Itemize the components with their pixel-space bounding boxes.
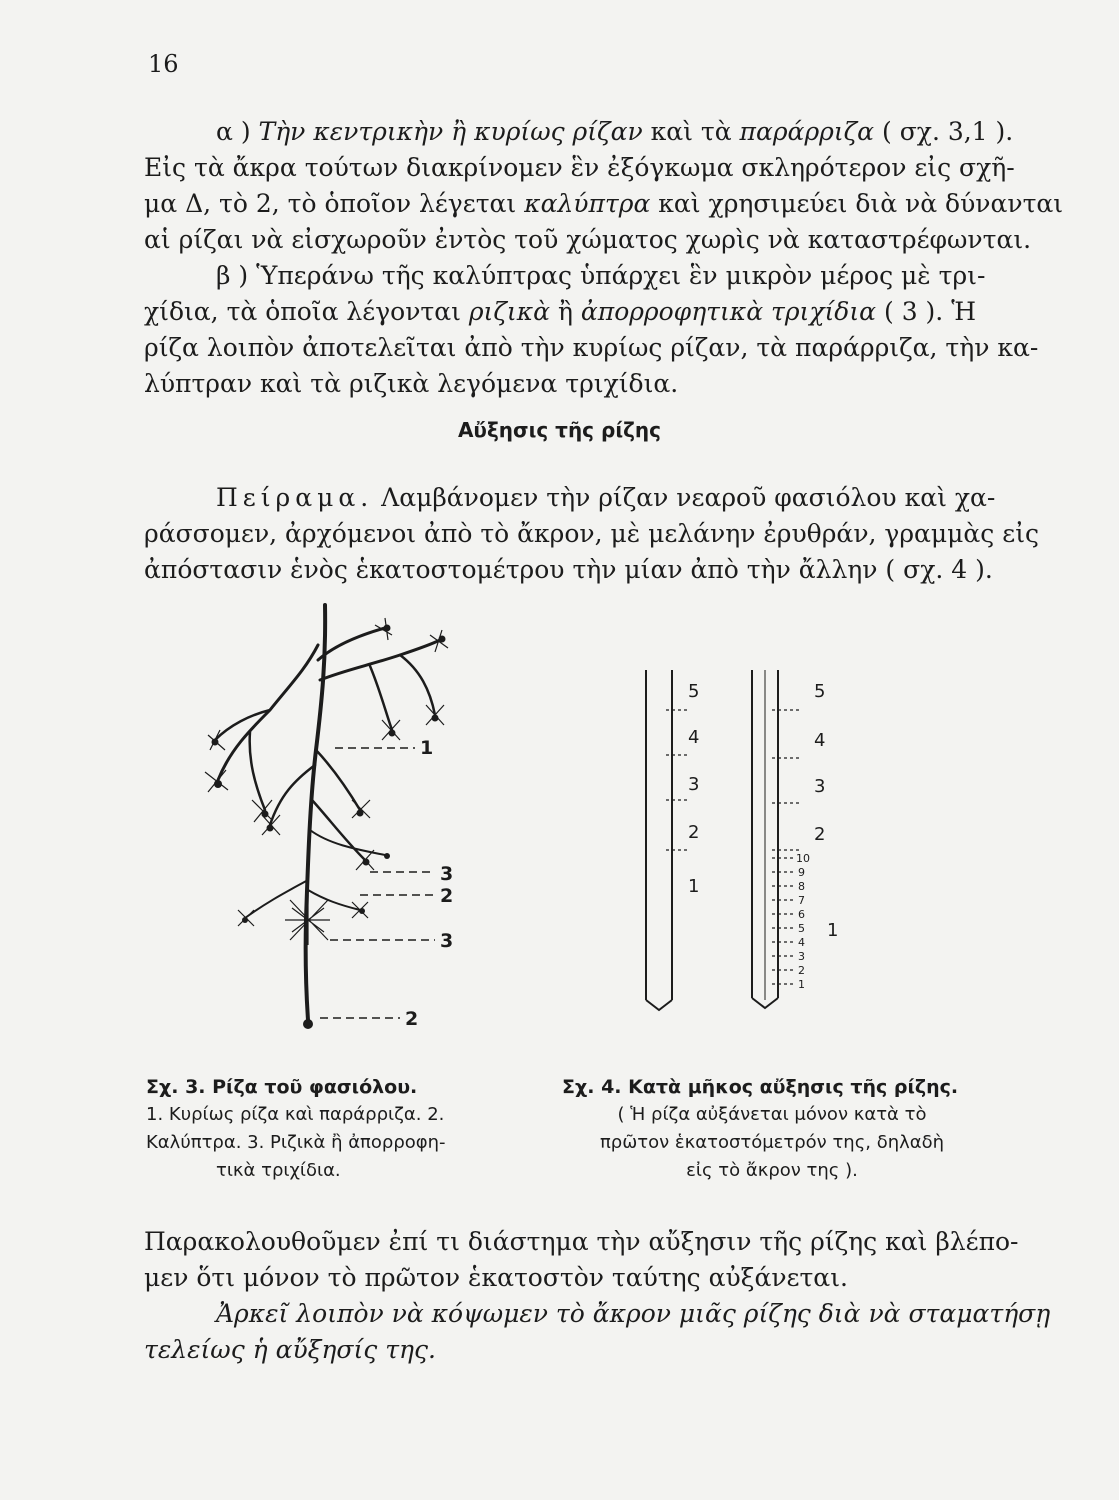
figure-4-left-label: 3 — [688, 774, 700, 795]
figure-4-left-label: 2 — [688, 822, 700, 843]
caption-line: ( Ἡ ρίζα αὐξάνεται μόνον κατὰ τὸ — [617, 1104, 927, 1125]
figure-4-small-label: 9 — [798, 866, 805, 879]
root-drawing — [215, 605, 440, 1020]
figure-3-label: 3 — [440, 863, 454, 885]
text-span: ( 3 ). Ἡ — [876, 297, 976, 326]
figure-4-left-label: 4 — [688, 727, 700, 748]
figure-3-label: 2 — [405, 1008, 419, 1030]
figure-4-caption — [562, 1073, 982, 1185]
figure-4-right-label: 3 — [814, 776, 826, 797]
text-span: καὶ τὰ — [642, 117, 740, 146]
figure-4-small-label: 3 — [798, 950, 805, 963]
figure-3-label: 2 — [440, 885, 454, 907]
text-span: καὶ χρησιμεύει διὰ νὰ δύνανται — [650, 189, 1064, 218]
figure-4-small-label: 8 — [798, 880, 805, 893]
text-span: χίδια, τὰ ὁποῖα λέγονται — [144, 297, 469, 326]
root-before-growth — [646, 670, 672, 1010]
emphasis-sentence: τελείως ἡ αὔξησίς της. — [144, 1335, 436, 1364]
caption-line: πρῶτον ἑκατοστόμετρόν της, δηλαδὴ — [599, 1132, 945, 1153]
section-heading: Αὔξησις τῆς ρίζης — [457, 418, 662, 442]
text-line: Παρακολουθοῦμεν ἐπί τι διάστημα τὴν αὔξησιν τῆς ρίζης καὶ βλέπο- — [144, 1227, 1019, 1256]
figures-illustration — [130, 600, 990, 1040]
emphasis-term: ἀπορροφητικὰ τριχίδια — [580, 297, 877, 326]
figure-4-right-label: 4 — [814, 730, 826, 751]
text-line: αἱ ρίζαι νὰ εἰσχωροῦν ἐντὸς τοῦ χώματος χωρὶς νὰ καταστρέφωνται. — [144, 225, 1032, 254]
figure-3-leaders — [320, 748, 435, 1018]
figure-4-small-label: 10 — [796, 852, 810, 865]
figure-4-left-label: 1 — [688, 876, 700, 897]
experiment-label: Πείραμα. — [216, 483, 374, 512]
text-span: α ) — [216, 117, 259, 146]
figure-3-caption-title: Σχ. 3. Ρίζα τοῦ φασιόλου. — [146, 1076, 418, 1098]
caption-line: τικὰ τριχίδια. — [216, 1160, 341, 1181]
paragraph-experiment — [144, 480, 1040, 588]
figure-4-right-label: 2 — [814, 824, 826, 845]
figure-4-small-label: 4 — [798, 936, 805, 949]
text-line — [144, 480, 996, 516]
figure-3-label: 3 — [440, 930, 454, 952]
figure-3-label: 1 — [420, 737, 434, 759]
text-line — [144, 114, 1014, 150]
text-line — [144, 294, 988, 330]
caption-line: 1. Κυρίως ρίζα καὶ παράρριζα. 2. — [146, 1104, 445, 1125]
text-span: ( σχ. 3,1 ). — [874, 117, 1014, 146]
text-line — [144, 186, 1064, 222]
text-line — [144, 1332, 988, 1368]
figure-4-left-label: 5 — [688, 681, 700, 702]
text-span: ἢ — [550, 297, 581, 326]
figure-4-small-label: 1 — [798, 978, 805, 991]
text-span: Λαμβάνομεν τὴν ρίζαν νεαροῦ φασιόλου καὶ χα- — [373, 483, 996, 512]
text-line: ράσσομεν, ἀρχόμενοι ἀπὸ τὸ ἄκρον, μὲ μελάνην ἐρυθράν, γραμμὰς εἰς — [144, 519, 1040, 548]
text-span: μα Δ, τὸ 2, τὸ ὁποῖον λέγεται — [144, 189, 525, 218]
figure-4-small-label: 7 — [798, 894, 805, 907]
emphasis-sentence: Ἀρκεῖ λοιπὸν νὰ κόψωμεν τὸ ἄκρον μιᾶς ρίζης διὰ νὰ σταματήσῃ — [216, 1299, 1051, 1328]
text-line: Εἰς τὰ ἄκρα τούτων διακρίνομεν ἓν ἐξόγκωμα σκληρότερον εἰς σχῆ- — [144, 153, 1015, 182]
emphasis-term: ριζικὰ — [468, 297, 550, 326]
text-line: ἀπόστασιν ἑνὸς ἑκατοστομέτρου τὴν μίαν ἀπὸ τὴν ἄλλην ( σχ. 4 ). — [144, 555, 993, 584]
text-line: λύπτραν καὶ τὰ ριζικὰ λεγόμενα τριχίδια. — [144, 369, 679, 398]
caption-line: Καλύπτρα. 3. Ριζικὰ ἢ ἀπορροφη- — [146, 1132, 446, 1153]
figure-4-right-label: 5 — [814, 681, 826, 702]
root-before-marks — [666, 710, 690, 850]
figure-4-small-label: 2 — [798, 964, 805, 977]
page-number: 16 — [148, 50, 179, 78]
text-line: ρίζα λοιπὸν ἀποτελεῖται ἀπὸ τὴν κυρίως ρίζαν, τὰ παράρριζα, τὴν κα- — [144, 333, 1039, 362]
figure-3-caption — [146, 1073, 506, 1185]
figure-4-caption-title: Σχ. 4. Κατὰ μῆκος αὔξησις τῆς ρίζης. — [562, 1076, 959, 1098]
caption-line: εἰς τὸ ἄκρον της ). — [686, 1160, 858, 1181]
figure-4-small-label: 5 — [798, 922, 805, 935]
figure-4-right-label: 1 — [827, 920, 839, 941]
emphasis-term: καλύπτρα — [524, 189, 651, 218]
emphasis-term: Τὴν κεντρικὴν ἢ κυρίως ρίζαν — [258, 117, 643, 146]
root-after-marks — [772, 710, 800, 984]
text-line: μεν ὅτι μόνον τὸ πρῶτον ἑκατοστὸν ταύτης αὐξάνεται. — [144, 1263, 848, 1292]
text-line: β ) Ὑπεράνω τῆς καλύπτρας ὑπάρχει ἓν μικρὸν μέρος μὲ τρι- — [216, 261, 986, 290]
emphasis-term: παράρριζα — [739, 117, 875, 146]
root-caps — [212, 625, 446, 1030]
paragraph-root-parts — [144, 114, 1064, 402]
figure-4-small-label: 6 — [798, 908, 805, 921]
root-after-growth — [752, 670, 778, 1008]
paragraph-conclusion — [144, 1224, 1051, 1368]
text-line — [144, 1296, 1051, 1332]
